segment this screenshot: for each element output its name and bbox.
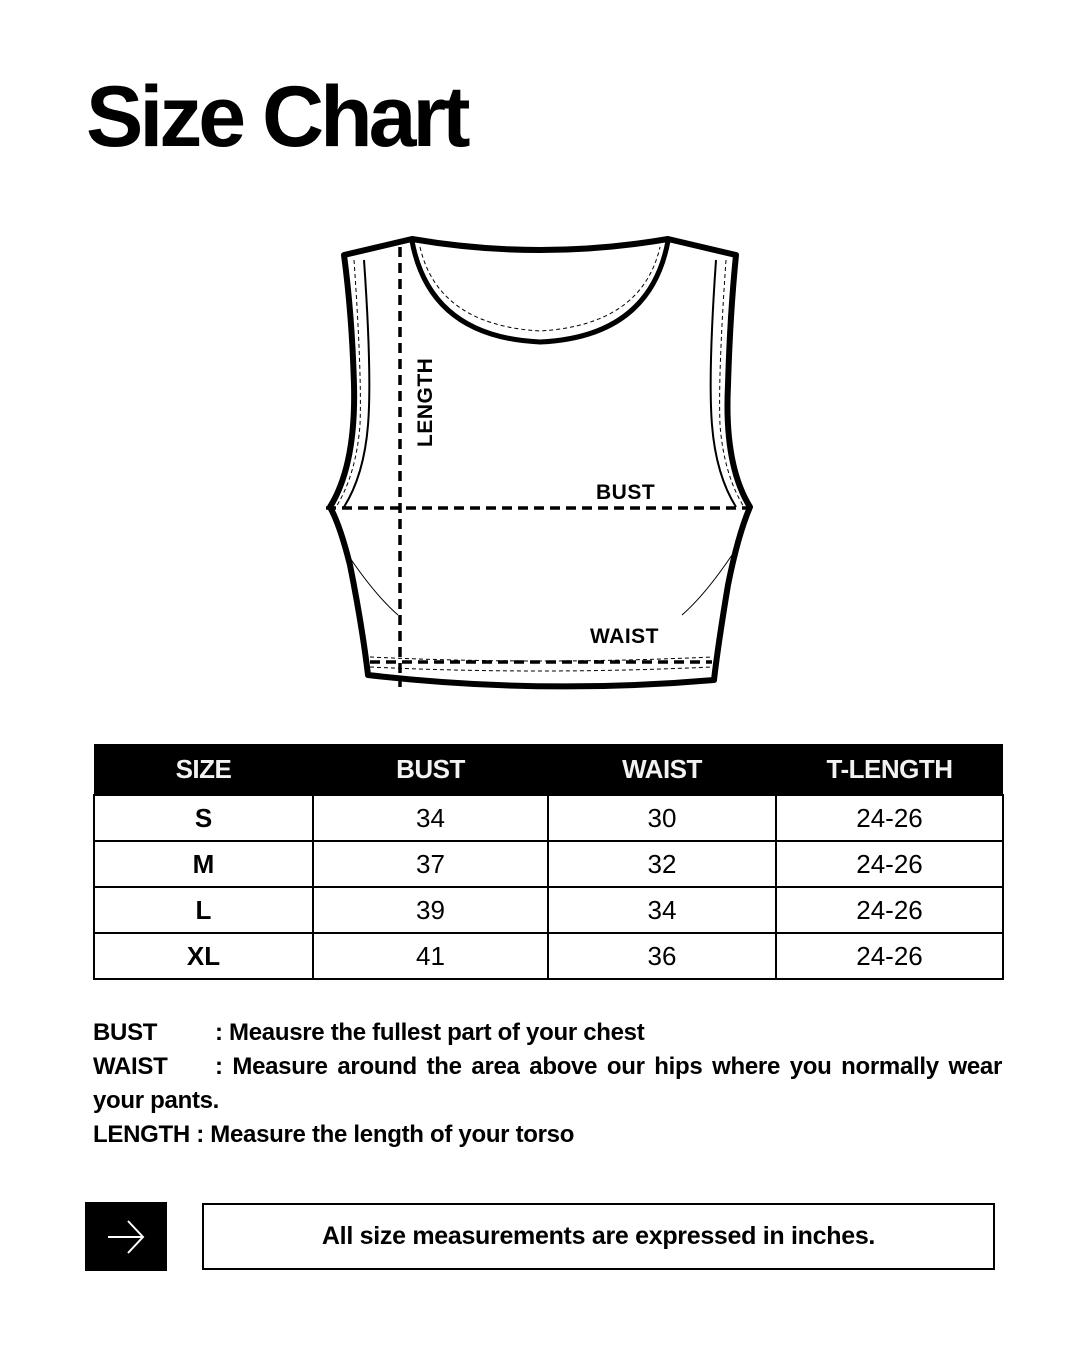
waist-cell: 32 [548, 841, 776, 887]
note-key-waist: WAIST [93, 1053, 168, 1080]
waist-cell: 34 [548, 887, 776, 933]
column-header-waist: WAIST [548, 744, 776, 795]
arrow-right-icon [106, 1217, 146, 1257]
column-header-size: SIZE [94, 744, 313, 795]
units-note-text: All size measurements are expressed in inches. [321, 1222, 876, 1250]
bust-cell: 34 [313, 795, 548, 841]
note-key-length: LENGTH [93, 1121, 190, 1148]
garment-diagram [320, 225, 760, 695]
note-bust [93, 1016, 1002, 1050]
note-waist [93, 1050, 1002, 1118]
size-cell: S [94, 795, 313, 841]
size-table [93, 744, 1004, 980]
note-key-bust: BUST [93, 1019, 158, 1046]
table-header-row [94, 744, 1003, 795]
note-text-waist: : Measure around the area above our hips where you normally wear your pants. [93, 1053, 1002, 1114]
arrow-badge [85, 1202, 167, 1271]
bust-cell: 41 [313, 933, 548, 979]
table-row [94, 841, 1003, 887]
measurement-notes [93, 1016, 1002, 1152]
size-cell: L [94, 887, 313, 933]
length-cell: 24-26 [776, 795, 1003, 841]
bust-cell: 39 [313, 887, 548, 933]
table-row [94, 887, 1003, 933]
note-text-bust: : Meausre the fullest part of your chest [215, 1019, 645, 1046]
length-cell: 24-26 [776, 887, 1003, 933]
bust-cell: 37 [313, 841, 548, 887]
note-length [93, 1118, 1002, 1152]
waist-cell: 36 [548, 933, 776, 979]
column-header-length: T-LENGTH [776, 744, 1003, 795]
units-note [202, 1203, 995, 1270]
bust-label: BUST [596, 481, 656, 504]
page-title: Size Chart [86, 69, 467, 165]
column-header-bust: BUST [313, 744, 548, 795]
length-cell: 24-26 [776, 841, 1003, 887]
size-cell: M [94, 841, 313, 887]
waist-cell: 30 [548, 795, 776, 841]
waist-label: WAIST [590, 625, 659, 648]
note-text-length: : Measure the length of your torso [196, 1121, 575, 1148]
length-cell: 24-26 [776, 933, 1003, 979]
length-label: LENGTH [414, 357, 437, 447]
size-cell: XL [94, 933, 313, 979]
table-row [94, 933, 1003, 979]
table-row [94, 795, 1003, 841]
crop-top-illustration [320, 225, 760, 695]
